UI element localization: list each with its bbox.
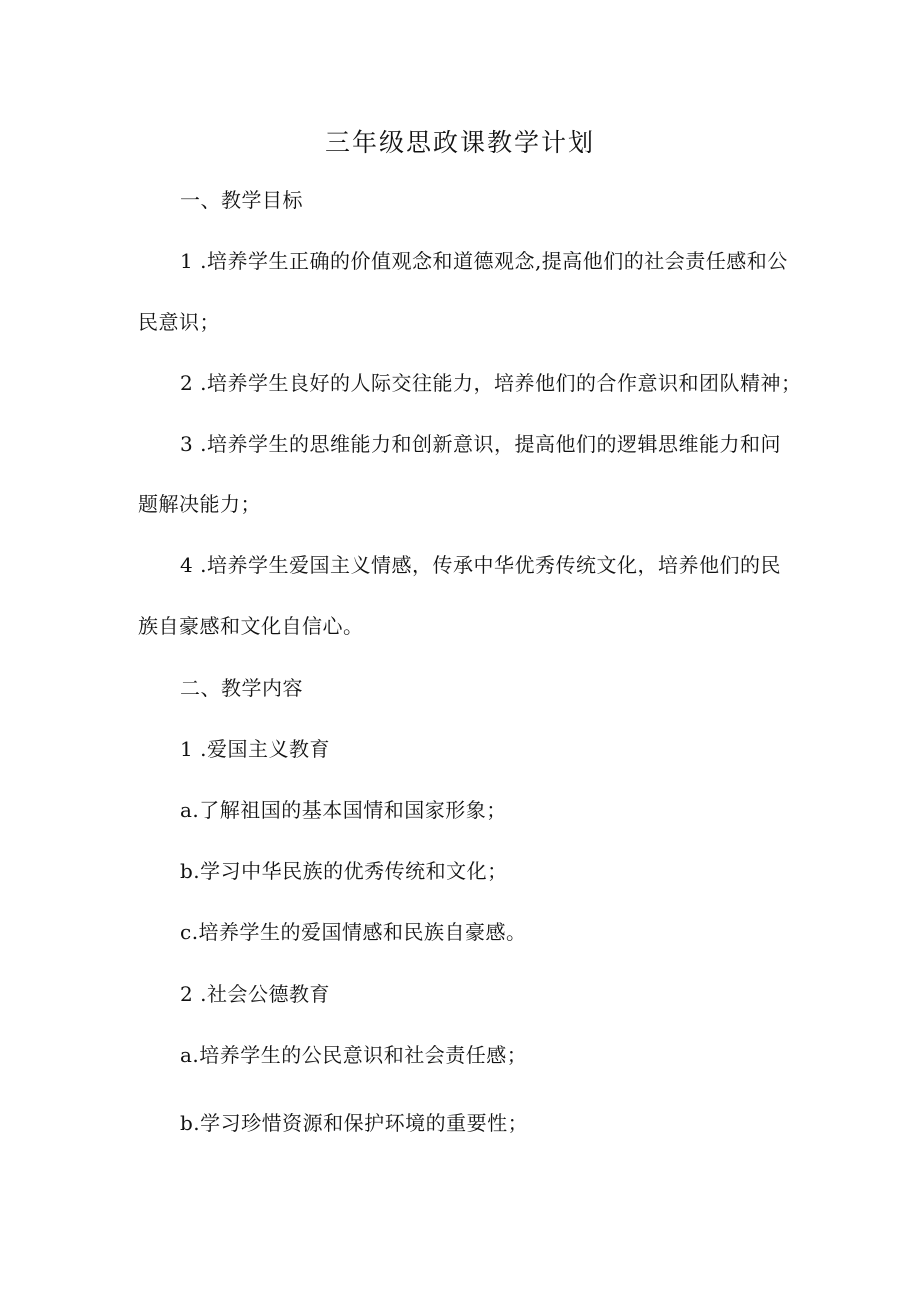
- section-heading-content: 二、教学内容: [180, 676, 303, 700]
- objective-4-line1: 4 .培养学生爱国主义情感，传承中华优秀传统文化，培养他们的民: [180, 553, 781, 577]
- section-heading-objectives: 一、教学目标: [180, 188, 303, 212]
- content-sub1-item-b: b.学习中华民族的优秀传统和文化；: [180, 859, 508, 883]
- objective-2: 2 .培养学生良好的人际交往能力，培养他们的合作意识和团队精神；: [180, 371, 802, 395]
- objective-4-line2: 族自豪感和文化自信心。: [138, 614, 364, 638]
- content-sub1-heading: 1 .爱国主义教育: [180, 737, 330, 761]
- objective-3-line1: 3 .培养学生的思维能力和创新意识，提高他们的逻辑思维能力和问: [180, 432, 781, 456]
- objective-1-line2: 民意识；: [138, 310, 220, 334]
- content-sub2-item-b: b.学习珍惜资源和保护环境的重要性；: [180, 1111, 529, 1135]
- document-title: 三年级思政课教学计划: [324, 128, 595, 157]
- content-sub1-item-c: c.培养学生的爱国情感和民族自豪感。: [180, 920, 527, 944]
- content-sub2-heading: 2 .社会公德教育: [180, 982, 330, 1006]
- objective-1-line1: 1 .培养学生正确的价值观念和道德观念,提高他们的社会责任感和公: [180, 249, 788, 273]
- objective-3-line2: 题解决能力；: [138, 492, 261, 516]
- content-sub2-item-a: a.培养学生的公民意识和社会责任感；: [180, 1043, 528, 1067]
- content-sub1-item-a: a.了解祖国的基本国情和国家形象；: [180, 798, 507, 822]
